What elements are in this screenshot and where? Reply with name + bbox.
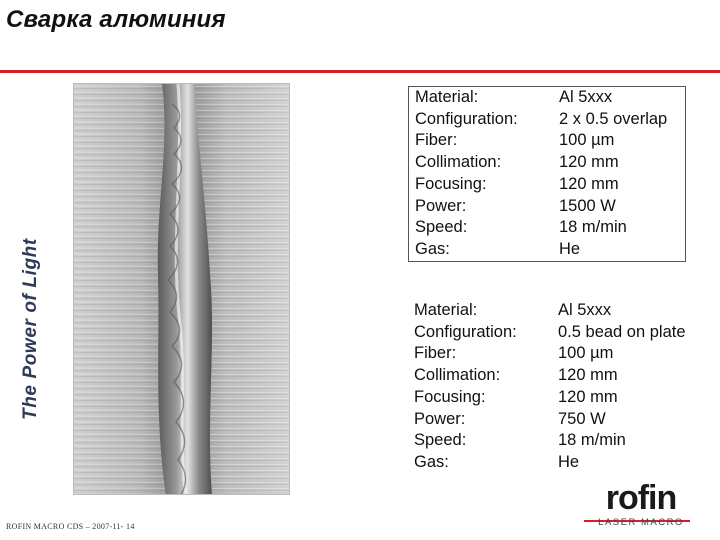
title-divider bbox=[0, 70, 720, 73]
spec-value: 100 µm bbox=[559, 131, 615, 150]
spec-row bbox=[408, 409, 686, 431]
spec-row bbox=[409, 196, 685, 218]
spec-label: Material: bbox=[415, 88, 479, 106]
spec-value: He bbox=[559, 239, 581, 258]
spec-row bbox=[409, 109, 685, 131]
spec-row bbox=[408, 343, 686, 365]
spec-value: 120 mm bbox=[558, 366, 618, 385]
spec-row bbox=[409, 152, 685, 174]
spec-row bbox=[408, 452, 686, 474]
spec-row bbox=[408, 300, 686, 322]
spec-label: Focusing: bbox=[415, 174, 487, 193]
spec-label: Power: bbox=[414, 409, 466, 428]
spec-label: Configuration: bbox=[414, 322, 517, 341]
spec-label: Configuration: bbox=[415, 109, 518, 128]
spec-value: Al 5xxx bbox=[558, 301, 612, 319]
spec-label: Collimation: bbox=[414, 366, 501, 385]
spec-row bbox=[408, 322, 686, 344]
weld-photo-graphic bbox=[74, 84, 290, 495]
spec-value: 1500 W bbox=[559, 196, 616, 215]
spec-row bbox=[409, 217, 685, 239]
spec-value: 120 mm bbox=[559, 153, 619, 172]
spec-value: 18 m/min bbox=[559, 218, 627, 237]
spec-value: Al 5xxx bbox=[559, 88, 613, 106]
spec-label: Power: bbox=[415, 196, 467, 215]
logo-subtitle: LASER MACRO bbox=[598, 517, 684, 528]
spec-value: 2 x 0.5 overlap bbox=[559, 109, 668, 128]
spec-value: 120 mm bbox=[558, 387, 618, 406]
spec-value: 18 m/min bbox=[558, 431, 626, 450]
rofin-logo bbox=[596, 480, 686, 528]
spec-label: Fiber: bbox=[414, 344, 457, 363]
spec-label: Material: bbox=[414, 301, 478, 319]
spec-label: Focusing: bbox=[414, 387, 486, 406]
spec-label: Speed: bbox=[414, 431, 467, 450]
spec-row bbox=[409, 87, 685, 109]
spec-label: Gas: bbox=[415, 239, 450, 258]
spec-row bbox=[409, 130, 685, 152]
spec-row bbox=[408, 387, 686, 409]
spec-row bbox=[409, 174, 685, 196]
weld-seam-photo bbox=[73, 83, 290, 495]
footer-caption: ROFIN MACRO CDS – 2007-11- 14 bbox=[6, 522, 135, 531]
side-slogan: The Power of Light bbox=[20, 238, 41, 420]
spec-value: 0.5 bead on plate bbox=[558, 322, 686, 341]
spec-value: 100 µm bbox=[558, 344, 614, 363]
spec-label: Speed: bbox=[415, 218, 468, 237]
spec-label: Collimation: bbox=[415, 153, 502, 172]
spec-row bbox=[408, 365, 686, 387]
spec-value: He bbox=[558, 452, 580, 471]
spec-label: Fiber: bbox=[415, 131, 458, 150]
spec-value: 750 W bbox=[558, 409, 606, 428]
spec-label: Gas: bbox=[414, 452, 449, 471]
spec-row bbox=[409, 239, 685, 261]
spec-table-1 bbox=[408, 86, 686, 262]
spec-value: 120 mm bbox=[559, 174, 619, 193]
spec-row bbox=[408, 430, 686, 452]
page-title: Сварка алюминия bbox=[6, 6, 226, 33]
logo-wordmark: rofin bbox=[605, 479, 677, 517]
spec-table-2 bbox=[408, 300, 686, 474]
